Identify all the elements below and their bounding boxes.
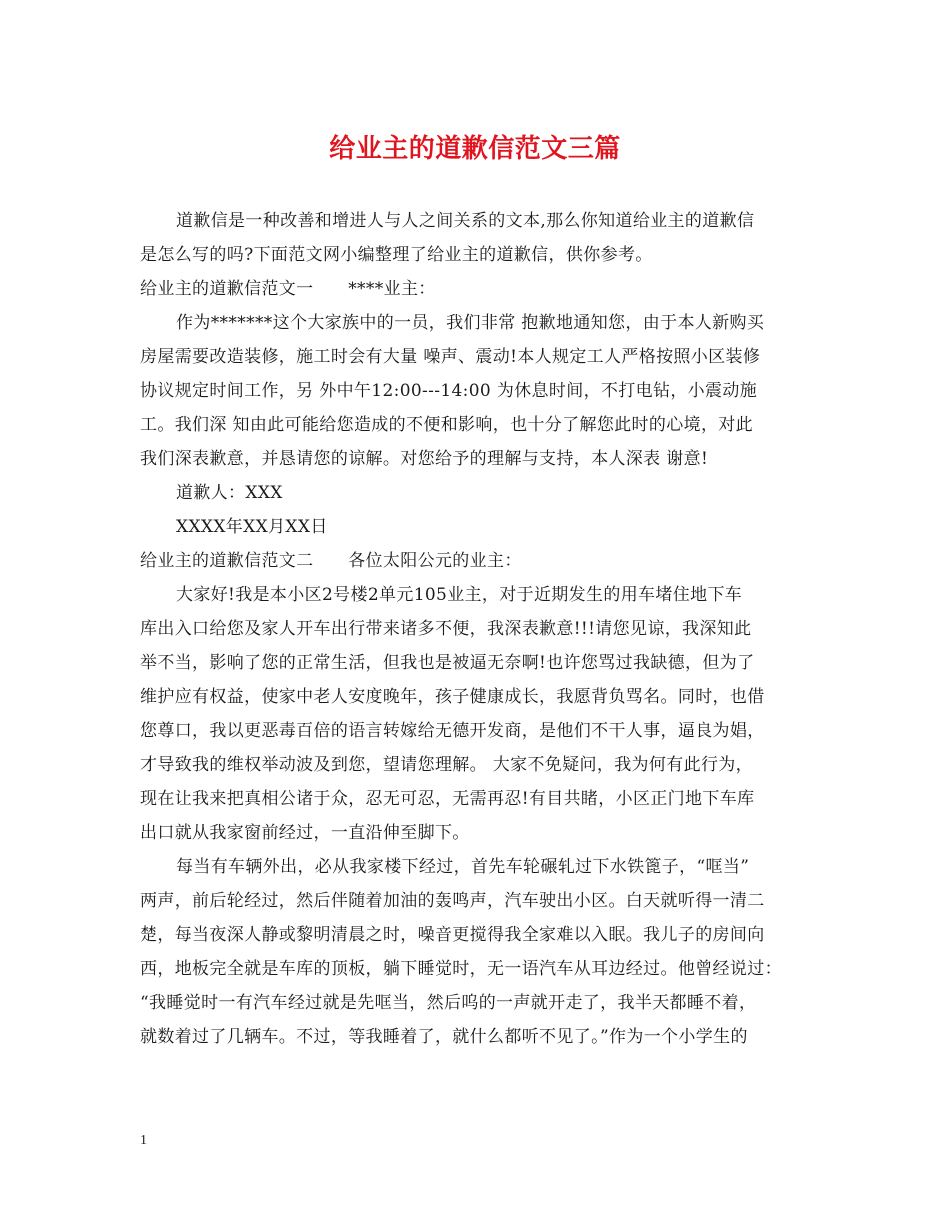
paragraph-line: 举不当，影响了您的正常生活，但我也是被逼无奈啊!也许您骂过我缺德，但为了 [140,653,755,673]
paragraph-line: 房屋需要改造装修，施工时会有大量 噪声、震动!本人规定工人严格按照小区装修 [140,347,761,367]
paragraph-line: 是怎么写的吗?下面范文网小编整理了给业主的道歉信，供你参考。 [140,245,653,265]
paragraph-line: 才导致我的维权举动波及到您，望请您理解。 大家不免疑问，我为何有此行为， [140,755,754,775]
paragraph-line: 库出入口给您及家人开车出行带来诸多不便，我深表歉意!!!请您见谅，我深知此 [140,619,752,639]
paragraph-line: 作为*******这个大家族中的一员，我们非常 抱歉地通知您，由于本人新购买 [176,313,765,333]
paragraph-line: 维护应有权益，使家中老人安度晚年，孩子健康成长，我愿背负骂名。同时，也借 [140,687,765,707]
page-title: 给业主的道歉信范文三篇 [329,134,621,164]
paragraph-line: 工。我们深 知由此可能给您造成的不便和影响，也十分了解您此时的心境，对此 [140,415,754,435]
section-heading: 给业主的道歉信范文一 ****业主： [140,279,436,299]
paragraph-line: 两声，前后轮经过，然后伴随着加油的轰鸣声，汽车驶出小区。白天就听得一清二 [140,891,765,911]
page-number: 1 [140,1133,147,1148]
paragraph-line: 现在让我来把真相公诸于众，忍无可忍，无需再忍!有目共睹，小区正门地下车库 [140,789,755,809]
section-heading: 给业主的道歉信范文二 各位太阳公元的业主： [140,551,522,571]
paragraph-line: 每当有车辆外出，必从我家楼下经过，首先车轮碾轧过下水铁篦子，“哐当” [176,857,750,877]
signature-line: 道歉人：XXX [176,483,283,503]
paragraph-line: 我们深表歉意，并恳请您的谅解。对您给予的理解与支持，本人深表 谢意! [140,449,709,469]
paragraph-line: 道歉信是一种改善和增进人与人之间关系的文本,那么你知道给业主的道歉信 [176,211,755,231]
paragraph-line: 大家好!我是本小区2号楼2单元105业主，对于近期发生的用车堵住地下车 [176,585,743,605]
paragraph-line: 出口就从我家窗前经过，一直沿伸至脚下。 [140,823,470,843]
paragraph-line: 协议规定时间工作，另 外中午12:00---14:00 为休息时间，不打电钻，小震动施 [140,381,758,401]
paragraph-line: 楚，每当夜深人静或黎明清晨之时，噪音更搅得我全家难以入眠。我儿子的房间向 [140,925,765,945]
paragraph-line: “我睡觉时一有汽车经过就是先哐当，然后呜的一声就开走了，我半天都睡不着， [140,993,757,1013]
paragraph-line: 您尊口，我以更恶毒百倍的语言转嫁给无德开发商，是他们不干人事，逼良为娼， [140,721,765,741]
date-line: XXXX年XX月XX日 [176,517,328,537]
paragraph-line: 西，地板完全就是车库的顶板，躺下睡觉时，无一语汽车从耳边经过。他曾经说过： [140,959,782,979]
paragraph-line: 就数着过了几辆车。不过，等我睡着了，就什么都听不见了。”作为一个小学生的 [140,1027,748,1047]
